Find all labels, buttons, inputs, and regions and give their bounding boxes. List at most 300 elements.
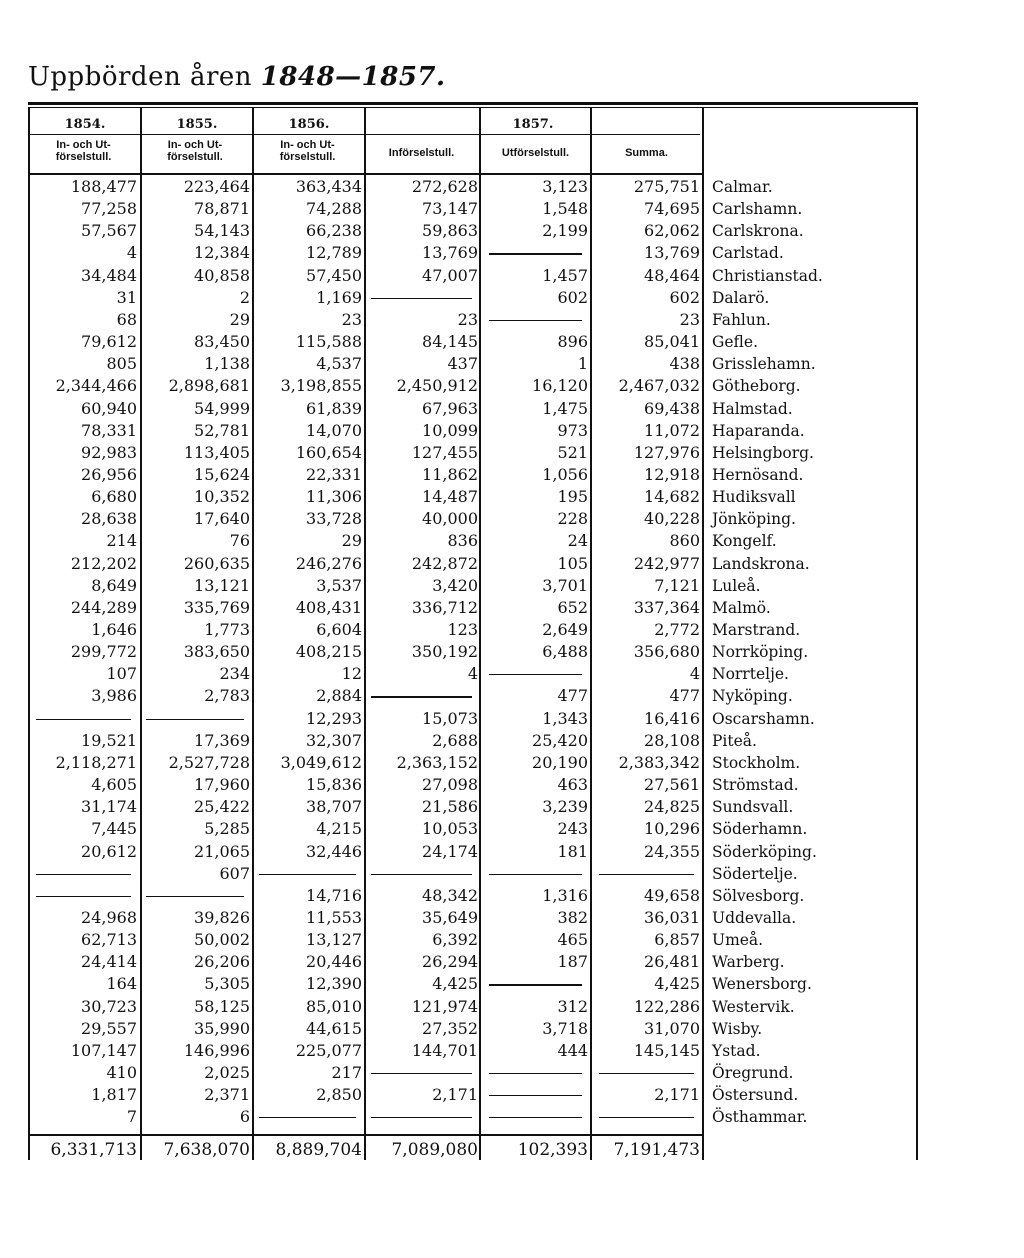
place-name: Strömstad.: [712, 776, 799, 795]
table-cell: 39,826: [194, 907, 250, 927]
table-cell: 24,968: [81, 907, 137, 927]
total-rule: [28, 1134, 704, 1136]
table-cell: 17,640: [194, 509, 250, 529]
table-cell: 2,850: [316, 1085, 362, 1105]
table-cell: 84,145: [422, 332, 478, 352]
place-name: Calmar.: [712, 178, 773, 196]
table-cell: 23: [457, 309, 478, 329]
table-cell: 214: [106, 531, 137, 551]
place-name: Halmstad.: [712, 399, 793, 418]
table-cell: 1,316: [542, 885, 588, 905]
table-cell: 20,446: [306, 952, 362, 972]
table-cell: 16,120: [532, 376, 588, 396]
column-header: Utförselstull.: [501, 147, 570, 159]
table-cell: 59,863: [422, 221, 478, 241]
table-cell: 13,127: [306, 930, 362, 950]
table-cell: 25,422: [194, 797, 250, 817]
table-cell: 83,450: [194, 332, 250, 352]
table-cell: 22,331: [306, 464, 362, 484]
table-cell: 66,238: [306, 221, 362, 241]
empty-cell-dash: [489, 1073, 582, 1074]
table-cell: 6: [239, 1107, 250, 1127]
table-cell: 3,718: [542, 1018, 588, 1038]
table-cell: 12,918: [644, 464, 700, 484]
table-cell: 2,527,728: [168, 752, 250, 772]
table-cell: 38,707: [306, 797, 362, 817]
table-cell: 4,425: [654, 974, 700, 994]
table-cell: 5,305: [204, 974, 250, 994]
table-cell: 2,363,152: [396, 752, 478, 772]
table-cell: 78,871: [194, 199, 250, 219]
table-cell: 14,682: [644, 487, 700, 507]
table-cell: 1,773: [204, 620, 250, 639]
place-name: Haparanda.: [712, 421, 805, 440]
table-cell: 607: [219, 863, 250, 883]
place-name: Wisby.: [712, 1019, 763, 1038]
table-cell: 52,781: [194, 420, 250, 440]
table-cell: 62,713: [81, 930, 137, 950]
table-top-rule: [28, 102, 918, 105]
table-cell: 2,171: [432, 1085, 478, 1105]
table-cell: 437: [447, 354, 478, 374]
table-cell: 1,548: [542, 199, 588, 219]
place-name: Christianstad.: [712, 266, 823, 285]
table-cell: 11,862: [422, 464, 478, 484]
table-cell: 127,976: [633, 442, 700, 462]
table-cell: 26,956: [81, 464, 137, 484]
empty-cell-dash: [599, 874, 694, 875]
place-name: Söderhamn.: [712, 820, 808, 839]
table-cell: 29: [341, 531, 362, 551]
table-cell: 14,070: [306, 420, 362, 440]
place-name: Warberg.: [712, 953, 785, 972]
table-cell: 242,977: [633, 553, 700, 573]
table-cell: 57,450: [306, 265, 362, 285]
table-top-rule-thin: [28, 107, 918, 108]
table-cell: 105: [557, 553, 588, 573]
table-cell: 260,635: [183, 553, 250, 573]
column-total: 7,089,080: [391, 1140, 478, 1161]
table-cell: 31,174: [81, 797, 137, 817]
table-cell: 337,364: [633, 597, 700, 617]
table-cell: 2,118,271: [55, 752, 137, 772]
table-cell: 521: [557, 442, 588, 462]
table-cell: 4,605: [91, 775, 137, 795]
table-cell: 246,276: [295, 553, 362, 573]
table-cell: 2,467,032: [618, 376, 700, 396]
table-cell: 21,065: [194, 841, 250, 861]
table-cell: 23: [679, 309, 700, 329]
table-cell: 36,031: [644, 907, 700, 927]
table-cell: 2,649: [542, 620, 588, 639]
empty-cell-dash: [371, 1073, 472, 1074]
empty-cell-dash: [489, 674, 582, 675]
place-name: Luleå.: [712, 576, 761, 595]
table-cell: 2,688: [432, 730, 478, 750]
table-cell: 7,121: [654, 575, 700, 595]
table-cell: 188,477: [70, 177, 137, 196]
table-cell: 6,604: [316, 620, 362, 639]
table-cell: 10,053: [422, 819, 478, 839]
table-cell: 4,537: [316, 354, 362, 374]
table-cell: 3,049,612: [280, 752, 362, 772]
table-cell: 49,658: [644, 885, 700, 905]
table-cell: 34,484: [81, 265, 137, 285]
place-name: Carlskrona.: [712, 222, 804, 241]
column-header: In- och Ut- förselstull.: [55, 139, 112, 163]
column-header: In- och Ut- förselstull.: [167, 139, 223, 163]
place-name: Carlshamn.: [712, 200, 803, 219]
table-cell: 477: [557, 686, 588, 706]
table-cell: 1,169: [316, 287, 362, 307]
table-cell: 7,445: [91, 819, 137, 839]
place-name: Jönköping.: [712, 510, 796, 529]
table-cell: 2,371: [204, 1085, 250, 1105]
table-cell: 57,567: [81, 221, 137, 241]
table-right-frame: [916, 108, 918, 1160]
column-total: 7,191,473: [613, 1140, 700, 1161]
table-cell: 12,293: [306, 708, 362, 728]
table-cell: 2,450,912: [396, 376, 478, 396]
table-cell: 2,884: [316, 686, 362, 706]
place-name: Götheborg.: [712, 377, 801, 396]
table-cell: 243: [557, 819, 588, 839]
place-name: Östersund.: [712, 1086, 799, 1105]
table-cell: 29,557: [81, 1018, 137, 1038]
table-cell: 1,475: [542, 398, 588, 418]
place-name: Kongelf.: [712, 532, 777, 551]
place-name: Hudiksvall: [712, 488, 796, 507]
place-name: Carlstad.: [712, 244, 784, 263]
table-cell: 160,654: [295, 442, 362, 462]
table-cell: 195: [557, 487, 588, 507]
table-cell: 410: [106, 1063, 137, 1082]
column-header: Införselstull.: [388, 147, 455, 159]
table-cell: 836: [447, 531, 478, 551]
place-name: Uddevalla.: [712, 908, 797, 927]
table-cell: 92,983: [81, 442, 137, 462]
empty-cell-dash: [259, 1117, 356, 1118]
year-header: 1855.: [176, 117, 218, 132]
table-cell: 217: [331, 1063, 362, 1082]
table-cell: 50,002: [194, 930, 250, 950]
place-name: Marstrand.: [712, 621, 801, 639]
place-name: Norrtelje.: [712, 665, 789, 684]
table-cell: 896: [557, 332, 588, 352]
year-header: 1857.: [512, 117, 554, 132]
table-cell: 48,342: [422, 885, 478, 905]
table-cell: 2,772: [654, 620, 700, 639]
table-cell: 13,769: [644, 243, 700, 263]
table-cell: 69,438: [644, 398, 700, 418]
table-cell: 58,125: [194, 996, 250, 1016]
table-cell: 3,986: [91, 686, 137, 706]
table-cell: 652: [557, 597, 588, 617]
table-cell: 24,174: [422, 841, 478, 861]
table-cell: 74,288: [306, 199, 362, 219]
place-name: Piteå.: [712, 731, 757, 750]
table-cell: 3,420: [432, 575, 478, 595]
empty-cell-dash: [489, 253, 582, 254]
table-cell: 275,751: [633, 177, 700, 196]
table-cell: 2,199: [542, 221, 588, 241]
table-cell: 35,649: [422, 907, 478, 927]
empty-cell-dash: [36, 896, 131, 897]
table-cell: 299,772: [70, 642, 137, 662]
table-cell: 225,077: [295, 1040, 362, 1060]
table-cell: 25,420: [532, 730, 588, 750]
table-cell: 30,723: [81, 996, 137, 1016]
table-cell: 26,294: [422, 952, 478, 972]
table-cell: 164: [106, 974, 137, 994]
empty-cell-dash: [489, 874, 582, 875]
table-cell: 187: [557, 952, 588, 972]
place-name: Söderköping.: [712, 842, 817, 861]
table-cell: 145,145: [633, 1040, 700, 1060]
empty-cell-dash: [36, 874, 131, 875]
table-cell: 28,108: [644, 730, 700, 750]
empty-cell-dash: [371, 298, 472, 299]
table-cell: 382: [557, 907, 588, 927]
column-header: In- och Ut- förselstull.: [279, 139, 336, 163]
table-cell: 76: [229, 531, 250, 551]
place-name: Södertelje.: [712, 864, 798, 883]
table-cell: 20,190: [532, 752, 588, 772]
table-cell: 4: [467, 664, 478, 684]
table-cell: 223,464: [183, 177, 250, 196]
table-cell: 78,331: [81, 420, 137, 440]
table-cell: 24,414: [81, 952, 137, 972]
place-name: Umeå.: [712, 931, 764, 950]
table-cell: 14,716: [306, 885, 362, 905]
table-cell: 383,650: [183, 642, 250, 662]
table-cell: 107: [106, 664, 137, 684]
table-cell: 3,537: [316, 575, 362, 595]
table-cell: 212,202: [70, 553, 137, 573]
place-name: Öregrund.: [712, 1064, 794, 1082]
table-cell: 181: [557, 841, 588, 861]
place-name: Wenersborg.: [712, 975, 812, 994]
table-cell: 123: [447, 620, 478, 639]
table-cell: 26,481: [644, 952, 700, 972]
table-cell: 107,147: [70, 1040, 137, 1060]
table-cell: 438: [669, 354, 700, 374]
table-cell: 312: [557, 996, 588, 1016]
table-cell: 973: [557, 420, 588, 440]
place-name: Sölvesborg.: [712, 886, 805, 905]
table-cell: 444: [557, 1040, 588, 1060]
table-cell: 11,306: [306, 487, 362, 507]
table-cell: 602: [669, 287, 700, 307]
table-cell: 242,872: [411, 553, 478, 573]
page-title: [28, 62, 446, 92]
table-cell: 74,695: [644, 199, 700, 219]
empty-cell-dash: [146, 719, 244, 720]
table-cell: 113,405: [183, 442, 250, 462]
table-cell: 6,857: [654, 930, 700, 950]
table-cell: 3,239: [542, 797, 588, 817]
empty-cell-dash: [599, 1073, 694, 1074]
table-cell: 24,355: [644, 841, 700, 861]
table-cell: 2: [239, 287, 250, 307]
table-cell: 62,062: [644, 221, 700, 241]
table-cell: 1,457: [542, 265, 588, 285]
empty-cell-dash: [36, 719, 131, 720]
table-cell: 77,258: [81, 199, 137, 219]
table-cell: 67,963: [422, 398, 478, 418]
table-cell: 79,612: [81, 332, 137, 352]
column-total: 7,638,070: [163, 1140, 250, 1161]
place-name: Ystad.: [712, 1041, 761, 1060]
table-cell: 122,286: [633, 996, 700, 1016]
empty-cell-dash: [489, 1095, 582, 1096]
table-cell: 6,392: [432, 930, 478, 950]
place-name: Landskrona.: [712, 554, 810, 573]
table-cell: 463: [557, 775, 588, 795]
table-cell: 228: [557, 509, 588, 529]
table-cell: 35,990: [194, 1018, 250, 1038]
table-cell: 10,099: [422, 420, 478, 440]
table-cell: 28,638: [81, 509, 137, 529]
table-cell: 2,171: [654, 1085, 700, 1105]
table-cell: 144,701: [411, 1040, 478, 1060]
table-cell: 10,296: [644, 819, 700, 839]
table-cell: 146,996: [183, 1040, 250, 1060]
table-cell: 4: [126, 243, 137, 263]
table-cell: 350,192: [411, 642, 478, 662]
table-cell: 4,215: [316, 819, 362, 839]
place-name: Helsingborg.: [712, 443, 814, 462]
table-cell: 54,999: [194, 398, 250, 418]
table-cell: 356,680: [633, 642, 700, 662]
table-cell: 40,858: [194, 265, 250, 285]
table-cell: 408,215: [295, 642, 362, 662]
table-cell: 27,098: [422, 775, 478, 795]
empty-cell-dash: [371, 696, 472, 697]
table-cell: 11,072: [644, 420, 700, 440]
empty-cell-dash: [371, 874, 472, 875]
table-cell: 26,206: [194, 952, 250, 972]
place-name: Nyköping.: [712, 687, 793, 706]
table-cell: 15,073: [422, 708, 478, 728]
table-cell: 21,586: [422, 797, 478, 817]
place-name: Oscarshamn.: [712, 709, 815, 728]
table-cell: 127,455: [411, 442, 478, 462]
table-cell: 2,383,342: [618, 752, 700, 772]
table-cell: 40,000: [422, 509, 478, 529]
place-name: Östhammar.: [712, 1108, 808, 1127]
table-cell: 85,010: [306, 996, 362, 1016]
column-divider: [702, 108, 704, 1160]
table-cell: 602: [557, 287, 588, 307]
table-cell: 31,070: [644, 1018, 700, 1038]
table-cell: 68: [116, 309, 137, 329]
table-cell: 860: [669, 531, 700, 551]
table-cell: 11,553: [306, 907, 362, 927]
table-cell: 44,615: [306, 1018, 362, 1038]
table-cell: 61,839: [306, 398, 362, 418]
place-name: Fahlun.: [712, 310, 771, 329]
table-cell: 4,425: [432, 974, 478, 994]
table-cell: 363,434: [295, 177, 362, 196]
empty-cell-dash: [146, 896, 244, 897]
place-name: Sundsvall.: [712, 798, 794, 817]
empty-cell-dash: [371, 1117, 472, 1118]
table-cell: 7: [126, 1107, 137, 1127]
table-cell: 121,974: [411, 996, 478, 1016]
table-cell: 27,352: [422, 1018, 478, 1038]
table-cell: 32,446: [306, 841, 362, 861]
header-bottom-rule: [28, 173, 704, 175]
table-cell: 48,464: [644, 265, 700, 285]
place-name: Grisslehamn.: [712, 355, 816, 374]
table-cell: 13,121: [194, 575, 250, 595]
table-cell: 1: [577, 354, 588, 374]
table-cell: 465: [557, 930, 588, 950]
table-cell: 14,487: [422, 487, 478, 507]
table-cell: 54,143: [194, 221, 250, 241]
table-cell: 12: [341, 664, 362, 684]
table-cell: 10,352: [194, 487, 250, 507]
table-cell: 12,390: [306, 974, 362, 994]
table-cell: 8,649: [91, 575, 137, 595]
table-cell: 12,384: [194, 243, 250, 263]
table-cell: 1,646: [91, 620, 137, 639]
year-header: 1856.: [288, 117, 330, 132]
table-cell: 17,369: [194, 730, 250, 750]
table-cell: 40,228: [644, 509, 700, 529]
year-header: 1854.: [64, 117, 106, 132]
table-cell: 6,488: [542, 642, 588, 662]
table-cell: 6,680: [91, 487, 137, 507]
table-cell: 2,344,466: [55, 376, 137, 396]
table-cell: 33,728: [306, 509, 362, 529]
empty-cell-dash: [489, 984, 582, 985]
column-divider: [479, 108, 481, 1160]
place-name: Malmö.: [712, 598, 771, 617]
table-cell: 4: [689, 664, 700, 684]
table-cell: 805: [106, 354, 137, 374]
table-cell: 27,561: [644, 775, 700, 795]
table-cell: 244,289: [70, 597, 137, 617]
column-total: 6,331,713: [50, 1140, 137, 1161]
table-cell: 1,138: [204, 354, 250, 374]
place-name: Stockholm.: [712, 753, 801, 772]
table-cell: 272,628: [411, 177, 478, 196]
table-cell: 17,960: [194, 775, 250, 795]
table-cell: 85,041: [644, 332, 700, 352]
place-name: Dalarö.: [712, 288, 770, 307]
table-cell: 16,416: [644, 708, 700, 728]
empty-cell-dash: [489, 1117, 582, 1118]
table-cell: 336,712: [411, 597, 478, 617]
table-cell: 29: [229, 309, 250, 329]
table-cell: 115,588: [295, 332, 362, 352]
table-cell: 3,198,855: [280, 376, 362, 396]
table-cell: 1,817: [91, 1085, 137, 1105]
table-cell: 1,056: [542, 464, 588, 484]
empty-cell-dash: [259, 874, 356, 875]
table-cell: 12,789: [306, 243, 362, 263]
table-cell: 47,007: [422, 265, 478, 285]
table-cell: 1,343: [542, 708, 588, 728]
column-total: 102,393: [517, 1140, 588, 1161]
empty-cell-dash: [489, 320, 582, 321]
table-cell: 234: [219, 664, 250, 684]
table-cell: 15,836: [306, 775, 362, 795]
column-header: Summa.: [625, 147, 668, 159]
table-cell: 13,769: [422, 243, 478, 263]
